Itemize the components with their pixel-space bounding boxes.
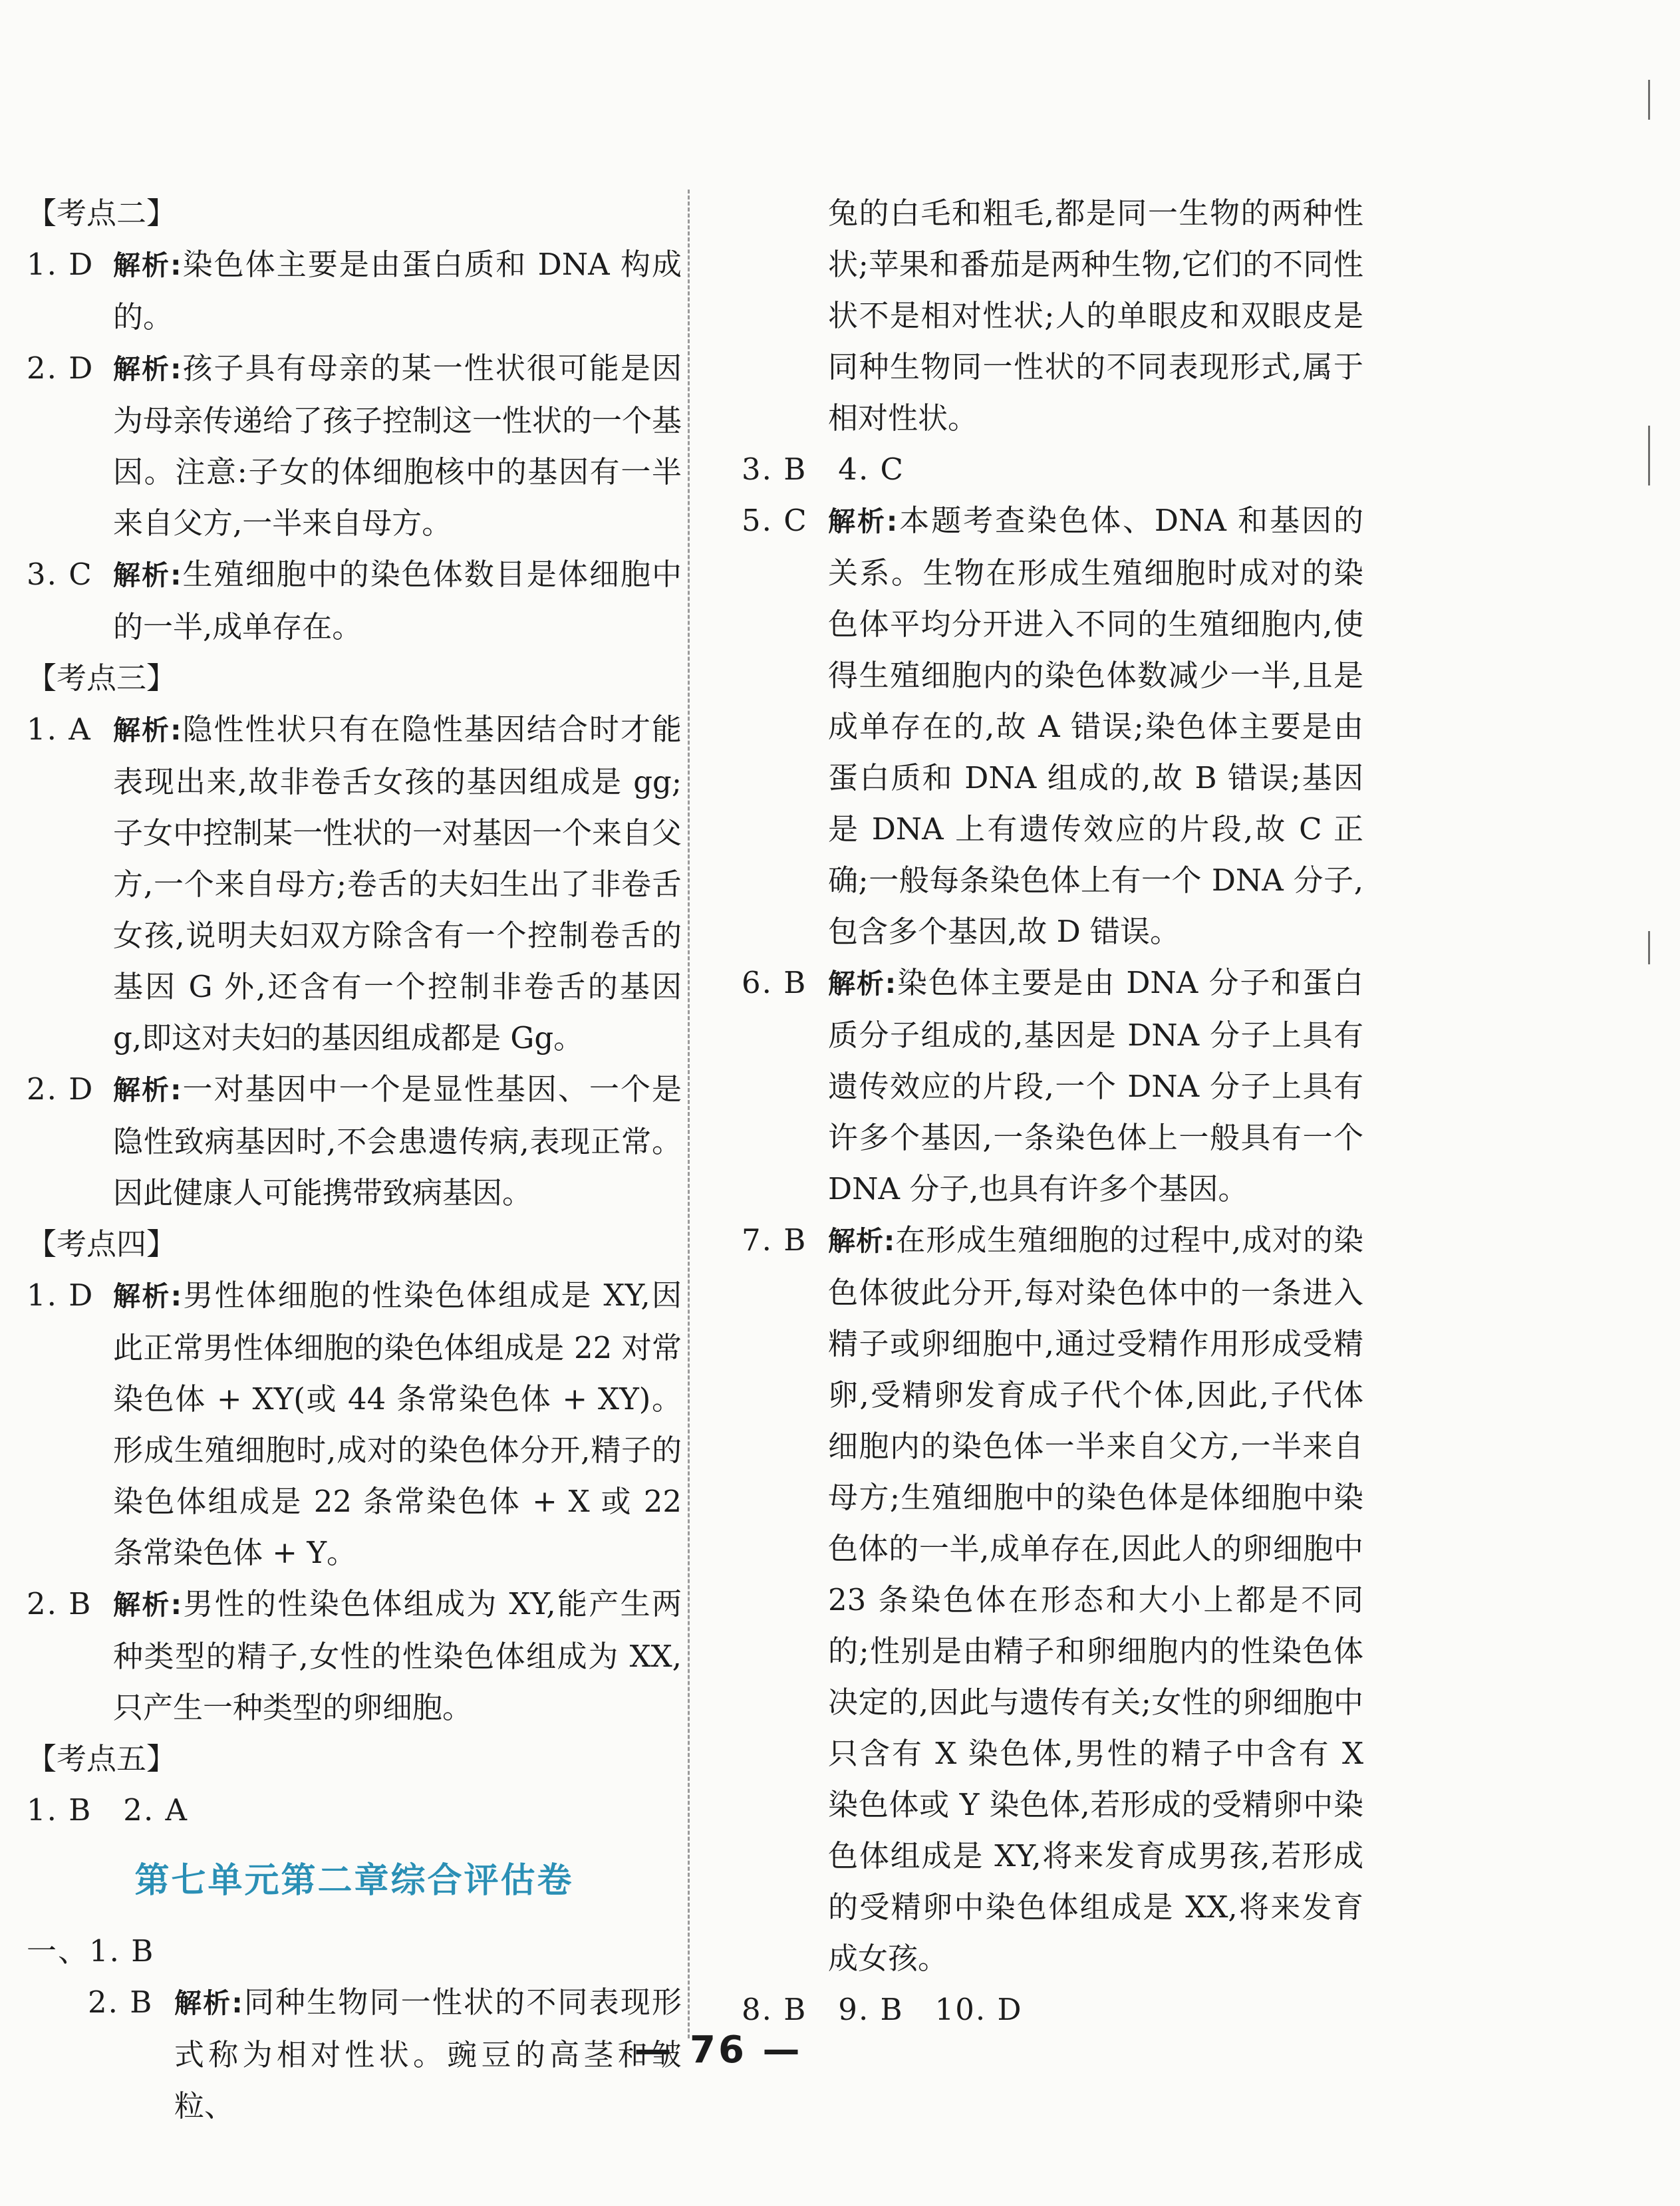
- analysis-label: 解析:: [113, 1280, 182, 1312]
- analysis-label: 解析:: [113, 1074, 182, 1106]
- scan-edge-mark: [1648, 426, 1650, 485]
- analysis-label: 解析:: [828, 505, 898, 537]
- section-heading-kaodian-3: 【考点三】: [27, 660, 177, 696]
- analysis-text: 在形成生殖细胞的过程中,成对的染色体彼此分开,每对染色体中的一条进入精子或卵细胞中,通过受精作用形成受精卵,受精卵发育成子代个体,因此,子代体细胞内的染色体一半来自父方,一半来自母方;生殖细胞中的染色体是体细胞中染色体的一半,成单存在,因此人的卵细胞中 23 条染色体在形态和大小上都是不同的;性别是由精子和卵细胞内的性染色体决定的,因此与遗传有关;女性的卵细胞中只含有 X 染色体,男性的精子中含有 X 染色体或 Y 染色体,若形成的受精卵中染色体组成是 XY,将来发育成男孩,若形成的受精卵中染色体组成是 XX,将来发育成女孩。: [828, 1222, 1363, 1976]
- analysis-text: 男性体细胞的性染色体组成是 XY,因此正常男性体细胞的染色体组成是 22 对常染色体 + XY(或 44 条常染色体 + XY)。形成生殖细胞时,成对的染色体分开,精子的染色体组成是 22 条常染色体 + X 或 22 条常染色体 + Y。: [113, 1278, 682, 1570]
- answer-number: 2. B: [27, 1586, 92, 1621]
- section-heading-kaodian-4: 【考点四】: [27, 1226, 177, 1262]
- answer-item: [27, 1063, 682, 1218]
- answer-number: 1. D: [27, 247, 94, 282]
- analysis-text: 本题考查染色体、DNA 和基因的关系。生物在形成生殖细胞时成对的染色体平均分开进入不同的生殖细胞内,使得生殖细胞内的染色体数减少一半,且是成单存在的,故 A 错误;染色体主要是由蛋白质和 DNA 组成的,故 B 错误;基因是 DNA 上有遗传效应的片段,故 C 正确;一般每条染色体上有一个 DNA 分子,包含多个基因,故 D 错误。: [828, 503, 1363, 949]
- analysis-text: 同种生物同一性状的不同表现形式称为相对性状。豌豆的高茎和皱粒、: [174, 1985, 682, 2124]
- analysis-label: 解析:: [174, 1987, 243, 2019]
- analysis-text: 隐性性状只有在隐性基因结合时才能表现出来,故非卷舌女孩的基因组成是 gg;子女中控制某一性状的一对基因一个来自父方,一个来自母方;卷舌的夫妇生出了非卷舌女孩,说明夫妇双方除含有一个控制卷舌的基因 G 外,还含有一个控制非卷舌的基因 g,即这对夫妇的基因组成都是 Gg。: [113, 712, 682, 1055]
- answer-number: 3. C: [27, 557, 93, 592]
- answer-item: [742, 1214, 1363, 1984]
- answer-item: [27, 549, 682, 652]
- analysis-continuation: 兔的白毛和粗毛,都是同一生物的两种性状;苹果和番茄是两种生物,它们的不同性状不是相对性状;人的单眼皮和双眼皮是同种生物同一性状的不同表现形式,属于相对性状。: [828, 196, 1363, 436]
- answer-item: [742, 495, 1363, 957]
- answer-number: 2. D: [27, 1071, 94, 1107]
- scan-edge-mark: [1648, 80, 1650, 120]
- answer-item: [742, 957, 1363, 1214]
- analysis-label: 解析:: [828, 1225, 895, 1257]
- short-answers: 8. B 9. B 10. D: [742, 1992, 1023, 2027]
- page-number: — 76 —: [634, 2028, 803, 2072]
- answer-item: [27, 1270, 682, 1578]
- analysis-text: 染色体主要是由 DNA 分子和蛋白质分子组成的,基因是 DNA 分子上具有遗传效应的片段,一个 DNA 分子上具有许多个基因,一条染色体上一般具有一个 DNA 分子,也具有许多个基因。: [828, 965, 1363, 1206]
- analysis-text: 孩子具有母亲的某一性状很可能是因为母亲传递给了孩子控制这一性状的一个基因。注意:子女的体细胞核中的基因有一半来自父方,一半来自母方。: [113, 350, 682, 541]
- chapter-title: 第七单元第二章综合评估卷: [134, 1861, 574, 1901]
- answer-number: 7. B: [742, 1222, 807, 1258]
- analysis-label: 解析:: [113, 714, 182, 746]
- answer-item: [27, 704, 682, 1063]
- analysis-text: 染色体主要是由蛋白质和 DNA 构成的。: [113, 247, 682, 335]
- analysis-label: 解析:: [828, 968, 897, 1000]
- analysis-text: 男性的性染色体组成为 XY,能产生两种类型的精子,女性的性染色体组成为 XX,只产生一种类型的卵细胞。: [113, 1586, 682, 1725]
- part-one-answer: 一、1. B: [27, 1933, 155, 1969]
- answer-number: 1. A: [27, 712, 92, 747]
- answer-number: 6. B: [742, 965, 807, 1000]
- answer-item: [27, 1578, 682, 1733]
- answer-number: 5. C: [742, 503, 808, 538]
- analysis-text: 一对基因中一个是显性基因、一个是隐性致病基因时,不会患遗传病,表现正常。因此健康人可能携带致病基因。: [113, 1071, 682, 1210]
- analysis-label: 解析:: [113, 353, 182, 385]
- answer-number: 2. D: [27, 350, 94, 386]
- scan-edge-mark: [1648, 931, 1650, 964]
- short-answers: 3. B 4. C: [742, 452, 905, 487]
- short-answers: 1. B 2. A: [27, 1792, 189, 1828]
- answer-item: [27, 239, 682, 343]
- analysis-label: 解析:: [113, 1589, 182, 1621]
- analysis-label: 解析:: [113, 249, 182, 281]
- right-column: [742, 188, 1363, 2035]
- analysis-text: 生殖细胞中的染色体数目是体细胞中的一半,成单存在。: [113, 557, 682, 644]
- answer-number: 1. D: [27, 1278, 94, 1313]
- analysis-label: 解析:: [113, 559, 182, 591]
- section-heading-kaodian-2: 【考点二】: [27, 196, 177, 231]
- answer-item: [27, 343, 682, 549]
- left-column: [27, 188, 682, 2132]
- column-divider: [688, 190, 690, 2038]
- answer-number: 2. B: [88, 1985, 154, 2020]
- section-heading-kaodian-5: 【考点五】: [27, 1741, 177, 1776]
